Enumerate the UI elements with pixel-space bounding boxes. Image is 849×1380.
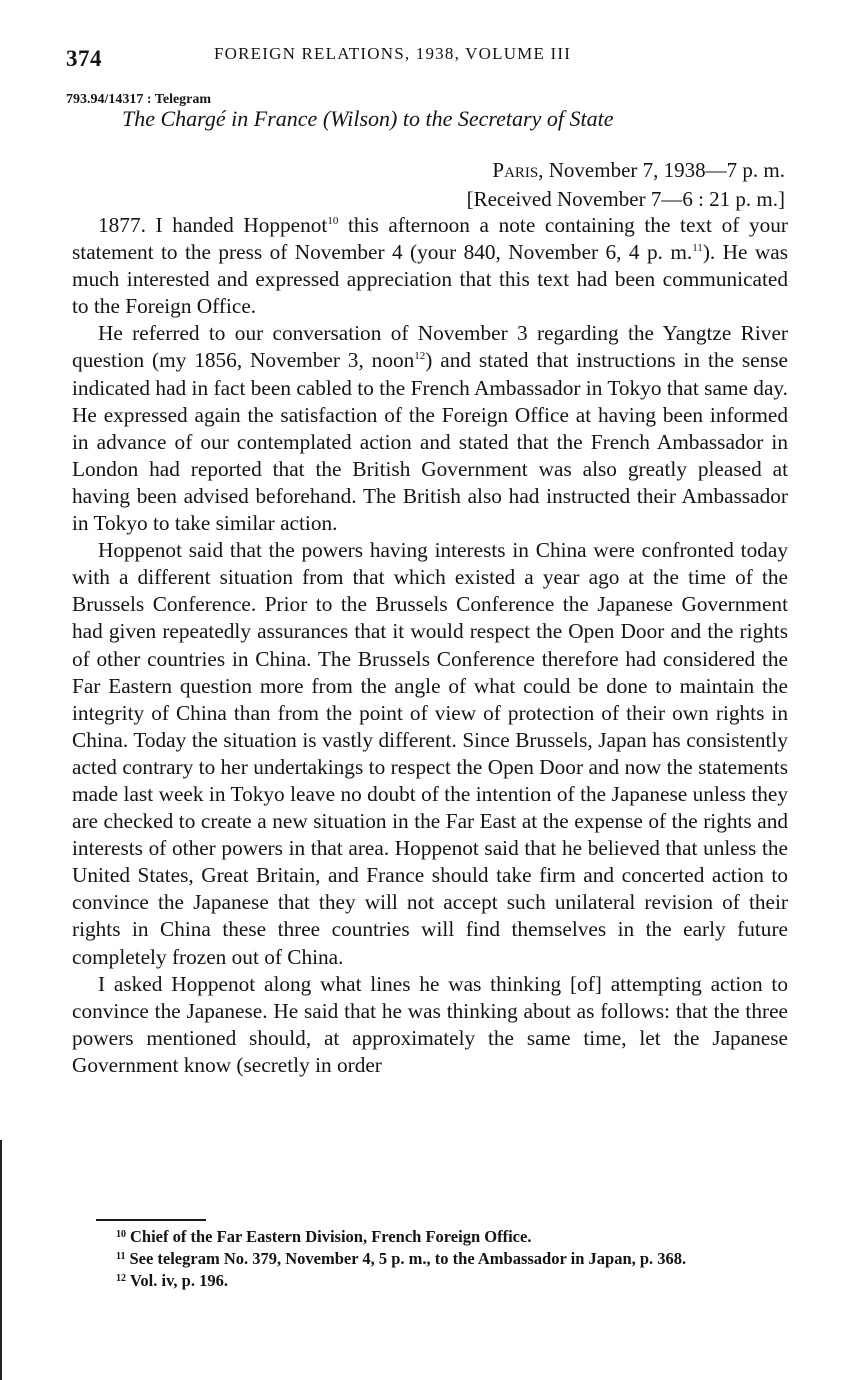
title-prefix: The Chargé in France [122,106,323,131]
footnote-text: Vol. iv, p. 196. [130,1271,228,1290]
footnote-mark: 11 [116,1251,126,1262]
p1-part-c: ). He was much interested and expressed appreciation that this text had been communicated to the Foreign Office. [72,240,788,319]
paragraph-4: I asked Hoppenot along what lines he was thinking [of] attempting action to convince the Japanese. He said that he was thinking about as follows: that the three powers mentioned should, at approximately the same time, let the Japanese Government know (secretly in order [72,971,788,1077]
telegram-body [72,212,788,1079]
footnote-12 [116,1269,816,1291]
dateline [467,156,785,214]
title-suffix: to the Secretary of State [397,106,614,131]
p2-part-a: He referred to our conversation of November 3 regarding the Yangtze River question (my 1856, November 3, noon [72,321,788,373]
footnote-text: Chief of the Far Eastern Division, French Foreign Office. [130,1227,532,1246]
footnote-mark: 12 [116,1273,126,1284]
footnote-ref-11: 11 [692,242,703,255]
dateline-sent [467,156,785,185]
footnote-10 [116,1225,816,1247]
footnote-text: See telegram No. 379, November 4, 5 p. m., to the Ambassador in Japan, p. 368. [129,1249,687,1268]
paragraph-2 [72,320,788,537]
dateline-received: [Received November 7—6 : 21 p. m.] [466,187,785,211]
title-name: (Wilson) [322,106,398,131]
footnote-mark: 10 [116,1229,126,1240]
scan-edge-line [0,1140,2,1380]
page-header [66,40,786,80]
p1-part-b: this afternoon a note containing the text of your statement to the press of November 4 (your 840, November 6, 4 p. m. [72,213,788,265]
document-title [122,106,613,132]
footnotes [116,1225,816,1291]
dateline-time: , November 7, 1938—7 p. m. [538,158,785,182]
p1-part-a: 1877. I handed Hoppenot [98,213,328,237]
running-head: FOREIGN RELATIONS, 1938, VOLUME III [214,44,572,63]
paragraph-3: Hoppenot said that the powers having interests in China were confronted today with a different situation from that which existed a year ago at the time of the Brussels Conference. Prior to the Brussels Conference the Japanese Government had given repeatedly assurances that it would respect the Open Door and the rights of other countries in China. The Brussels Conference therefore had considered the Far Eastern question more from the angle of what could be done to maintain the integrity of China than from the point of view of protection of their own rights in China. Today the situation is vastly different. Since Brussels, Japan has consistently acted contrary to her undertakings to respect the Open Door and now the statements made last week in Tokyo leave no doubt of the intention of the Japanese unless they are checked to create a new situation in the Far East at the expense of the rights and interests of other powers in that area. Hoppenot said that he believed that unless the United States, Great Britain, and France should take firm and concerted action to convince the Japanese that they will not accept such unilateral revision of their rights in China these three countries will find themselves in the early future completely frozen out of China. [72,538,788,969]
footnote-ref-12: 12 [414,350,426,363]
document-reference: 793.94/14317 : Telegram [66,92,212,107]
footnote-divider [96,1219,206,1221]
dateline-city: Paris [492,158,539,182]
footnote-ref-10: 10 [327,215,339,227]
footnote-11 [116,1247,816,1269]
paragraph-1 [72,212,788,320]
p2-part-b: ) and stated that instructions in the sense indicated had in fact been cabled to the French Ambassador in Tokyo that same day. He expressed again the satisfaction of the Foreign Office at having been informed in advance of our contemplated action and stated that the French Ambassador in London had reported that the British Government was also greatly pleased at having been advised beforehand. The British also had instructed their Ambassador in Tokyo to take similar action. [72,348,788,536]
page-number: 374 [66,46,102,71]
